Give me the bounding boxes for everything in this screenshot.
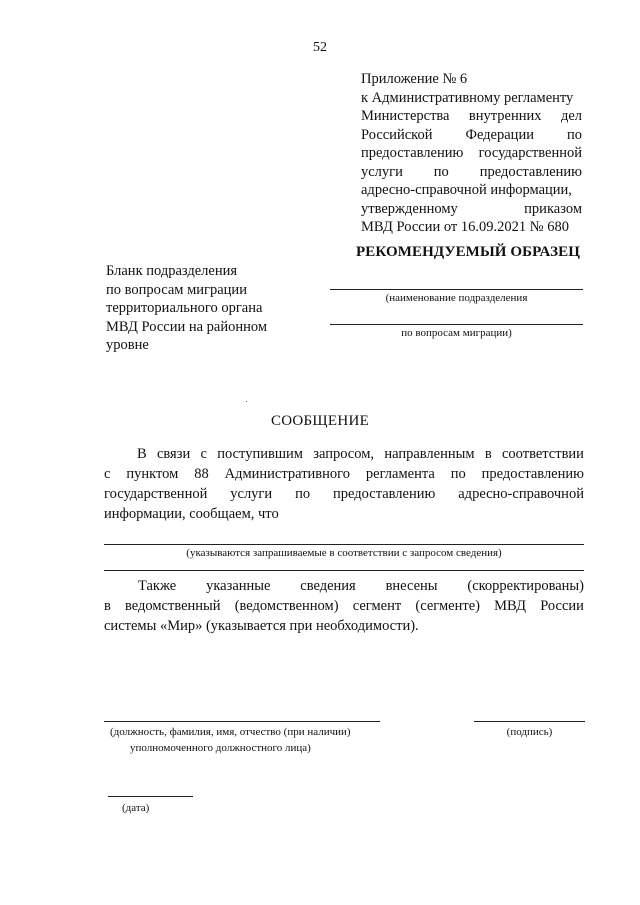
word: поступившим bbox=[217, 446, 303, 462]
word: сведения bbox=[300, 578, 356, 594]
paragraph-line bbox=[104, 444, 584, 464]
word: 88 bbox=[194, 466, 209, 482]
paragraph-line bbox=[104, 596, 584, 616]
word: ведомственный bbox=[125, 598, 221, 614]
paragraph-line bbox=[104, 504, 584, 524]
word: соответствии bbox=[502, 446, 584, 462]
speck bbox=[246, 401, 247, 402]
word: пунктом bbox=[126, 466, 179, 482]
appendix-line bbox=[361, 107, 582, 126]
letterhead-block bbox=[106, 262, 306, 355]
word: утвержденному bbox=[361, 200, 458, 217]
word: по bbox=[295, 486, 311, 502]
appendix-line bbox=[361, 144, 582, 163]
page-number: 52 bbox=[313, 40, 327, 55]
word: внесены bbox=[385, 578, 438, 594]
signature-caption: (подпись) bbox=[506, 726, 553, 738]
word: сегмент bbox=[352, 598, 402, 614]
letterhead-line: Бланк подразделения bbox=[106, 263, 238, 279]
word: в bbox=[104, 598, 111, 614]
official-caption-2: уполномоченного должностного лица) bbox=[130, 742, 311, 754]
subdivision-name-line-2 bbox=[330, 324, 583, 325]
word: Федерации bbox=[465, 126, 534, 143]
official-line bbox=[104, 721, 380, 722]
paragraph-line bbox=[104, 616, 584, 636]
word: системы «Мир» (указывается при необходимости). bbox=[104, 618, 419, 634]
word: МВД bbox=[494, 598, 527, 614]
word: по bbox=[566, 126, 582, 143]
word: Административного bbox=[224, 466, 350, 482]
word: Российской bbox=[361, 126, 433, 143]
requested-info-line-2 bbox=[104, 570, 584, 571]
appendix-line bbox=[361, 200, 582, 219]
subdivision-caption-1: (наименование подразделения bbox=[385, 292, 528, 304]
letterhead-line: территориального органа bbox=[106, 300, 263, 316]
word: информации, сообщаем, что bbox=[104, 506, 279, 522]
paragraph-line bbox=[104, 576, 584, 596]
signature-line bbox=[474, 721, 585, 722]
date-line bbox=[108, 796, 193, 797]
word: адресно-справочной bbox=[458, 486, 584, 502]
word: дел bbox=[560, 108, 582, 124]
paragraph-line bbox=[104, 484, 584, 504]
appendix-line bbox=[361, 126, 582, 145]
subdivision-caption-2: по вопросам миграции) bbox=[401, 327, 512, 339]
word: государственной bbox=[104, 486, 208, 502]
word: Также bbox=[138, 578, 177, 594]
word: предоставлению bbox=[333, 486, 436, 502]
letterhead-line: МВД России на районном bbox=[106, 318, 268, 335]
appendix-line: МВД России от 16.09.2021 № 680 bbox=[361, 219, 569, 235]
word: (скорректированы) bbox=[467, 578, 584, 594]
word: В bbox=[137, 446, 147, 462]
word: регламента bbox=[365, 466, 435, 482]
word: (сегменте) bbox=[415, 598, 480, 614]
official-caption-1: (должность, фамилия, имя, отчество (при наличии) bbox=[110, 726, 351, 738]
word: внутренних bbox=[468, 108, 542, 124]
word: предоставлению bbox=[479, 163, 582, 180]
recommended-sample-heading: РЕКОМЕНДУЕМЫЙ ОБРАЗЕЦ bbox=[356, 244, 580, 260]
requested-info-line bbox=[104, 544, 584, 545]
also-paragraph bbox=[104, 576, 584, 636]
word: в bbox=[484, 446, 492, 462]
appendix-line: адресно-справочной информации, bbox=[361, 182, 572, 198]
word: услуги bbox=[361, 163, 403, 180]
word: России bbox=[540, 598, 584, 614]
word: услуги bbox=[230, 486, 273, 502]
word: указанные bbox=[206, 578, 271, 594]
date-caption: (дата) bbox=[122, 802, 150, 814]
word: приказом bbox=[524, 200, 582, 217]
word: предоставлению bbox=[361, 145, 464, 161]
main-paragraph bbox=[104, 444, 584, 524]
appendix-line bbox=[361, 163, 582, 182]
word: направленным bbox=[384, 446, 475, 462]
word: с bbox=[200, 446, 207, 462]
requested-info-caption: (указываются запрашиваемые в соответствии с запросом сведения) bbox=[186, 547, 502, 559]
subdivision-name-line-1 bbox=[330, 289, 583, 290]
word: по bbox=[433, 163, 449, 180]
paragraph-line bbox=[104, 464, 584, 484]
word: с bbox=[104, 466, 111, 482]
word: связи bbox=[156, 446, 191, 462]
document-title: СООБЩЕНИЕ bbox=[270, 413, 370, 429]
letterhead-line: по вопросам миграции bbox=[106, 281, 247, 298]
letterhead-line: уровне bbox=[106, 337, 149, 353]
word: запросом, bbox=[313, 446, 375, 462]
word: государственной bbox=[478, 145, 582, 161]
word: (ведомственном) bbox=[234, 598, 339, 614]
word: Министерства bbox=[361, 108, 450, 124]
appendix-block bbox=[361, 70, 582, 237]
appendix-line: к Административному регламенту bbox=[361, 89, 574, 106]
appendix-line: Приложение № 6 bbox=[361, 71, 468, 87]
word: предоставлению bbox=[481, 466, 584, 482]
word: по bbox=[450, 466, 466, 482]
